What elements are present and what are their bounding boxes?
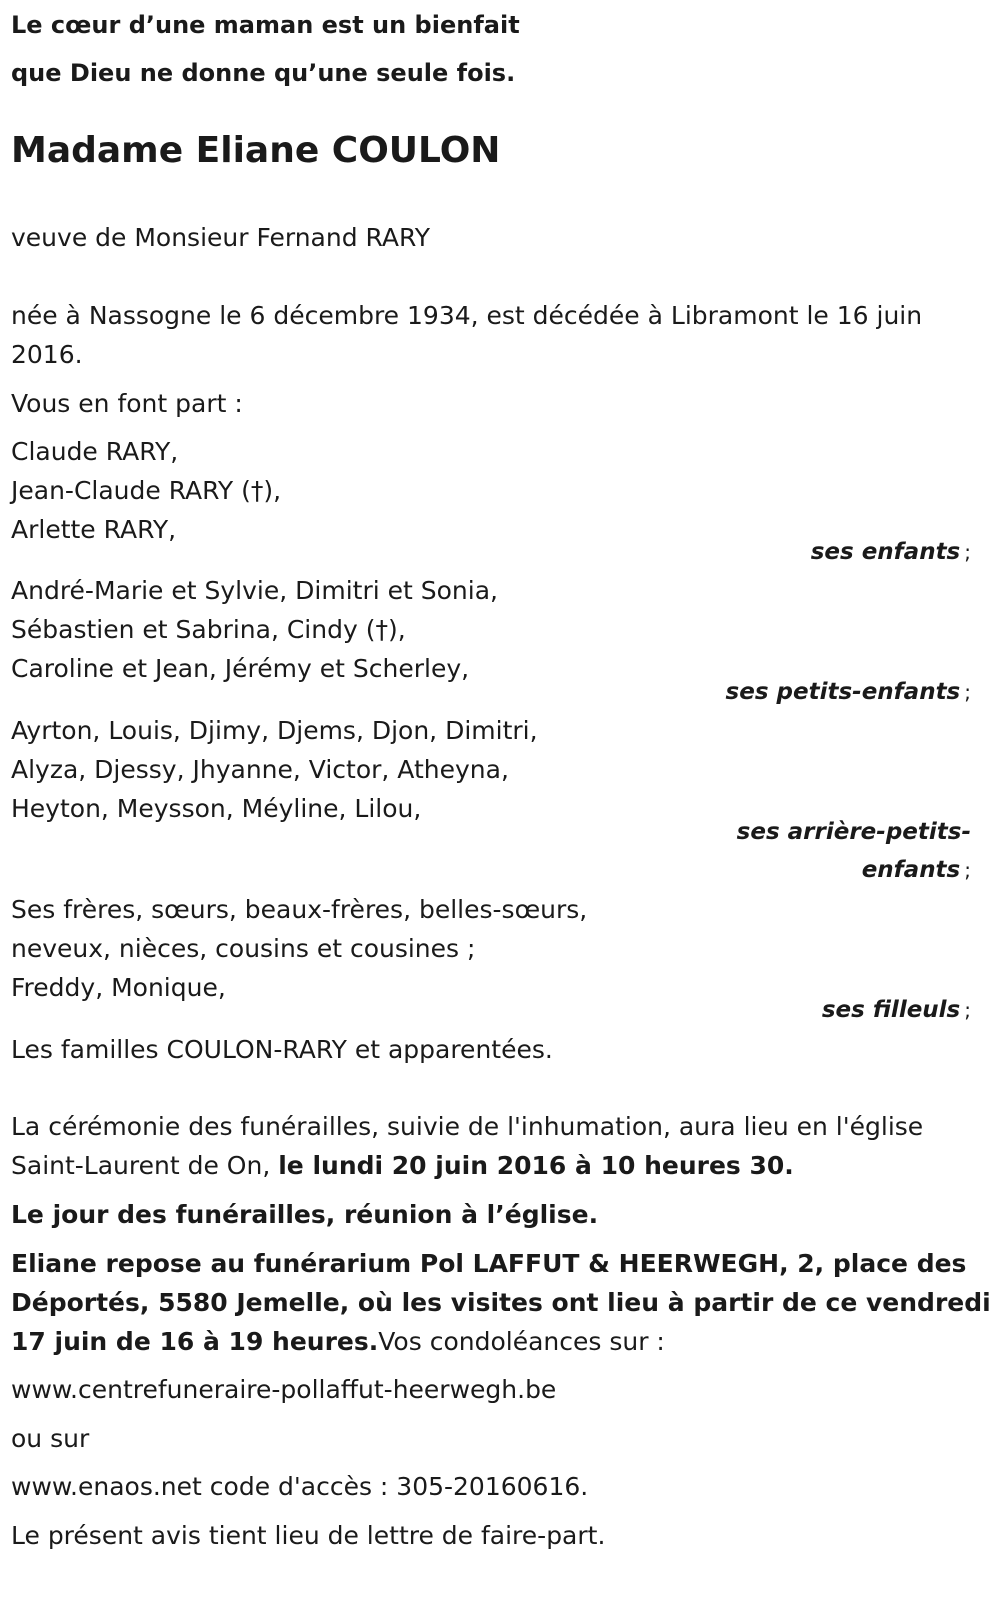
- ceremony-date: le lundi 20 juin 2016 à 10 heures 30.: [278, 1151, 794, 1180]
- ceremony-place: Saint-Laurent de On,: [11, 1151, 279, 1180]
- role-separator: ;: [964, 540, 971, 564]
- role-separator: ;: [964, 858, 971, 882]
- families-line: Les familles COULON-RARY et apparentées.: [11, 1035, 553, 1064]
- widow-line: veuve de Monsieur Fernand RARY: [11, 223, 431, 252]
- funerarium-line-3: [11, 1322, 665, 1361]
- ceremony-line-2: [11, 1146, 794, 1185]
- ceremony-line-1: La cérémonie des funérailles, suivie de l'inhumation, aura lieu en l'église: [11, 1112, 924, 1141]
- role-godchildren: [822, 991, 971, 1030]
- announce-line: Vous en font part :: [11, 389, 243, 418]
- role-children: [811, 533, 971, 572]
- closing-line: Le présent avis tient lieu de lettre de faire-part.: [11, 1521, 606, 1550]
- grandchild-name: Caroline et Jean, Jérémy et Scherley,: [11, 654, 470, 683]
- role-label: ses enfants: [810, 539, 961, 565]
- role-label: ses filleuls: [821, 997, 961, 1023]
- great-grandchild-name: Heyton, Meysson, Méyline, Lilou,: [11, 794, 422, 823]
- grandchild-name: André-Marie et Sylvie, Dimitri et Sonia,: [11, 576, 498, 605]
- child-name: Claude RARY,: [11, 437, 179, 466]
- siblings-line-2: neveux, nièces, cousins et cousines ;: [11, 934, 476, 963]
- role-great-grandchildren-line-2: [862, 851, 971, 890]
- visit-hours: 17 juin de 16 à 19 heures.: [11, 1327, 379, 1356]
- birth-death-line-1: née à Nassogne le 6 décembre 1934, est décédée à Libramont le 16 juin: [11, 301, 923, 330]
- role-label: enfants: [861, 857, 961, 883]
- condolence-link-1[interactable]: www.centrefuneraire-pollaffut-heerwegh.be: [11, 1375, 557, 1404]
- verse-line-2: que Dieu ne donne qu’une seule fois.: [11, 59, 516, 87]
- role-label: ses petits-enfants: [725, 679, 961, 705]
- condolences-label: Vos condoléances sur :: [378, 1327, 665, 1356]
- role-great-grandchildren-line-1: [737, 813, 971, 852]
- deceased-name: Madame Eliane COULON: [11, 130, 501, 171]
- role-separator: ;: [964, 998, 971, 1022]
- role-label: ses arrière-petits-: [736, 819, 971, 845]
- child-name: Arlette RARY,: [11, 515, 177, 544]
- verse-line-1: Le cœur d’une maman est un bienfait: [11, 11, 520, 39]
- funerarium-line-2: Déportés, 5580 Jemelle, où les visites ont lieu à partir de ce vendredi: [11, 1288, 991, 1317]
- meeting-line: Le jour des funérailles, réunion à l’église.: [11, 1200, 599, 1229]
- great-grandchild-name: Ayrton, Louis, Djimy, Djems, Djon, Dimitri,: [11, 716, 538, 745]
- siblings-line-1: Ses frères, sœurs, beaux-frères, belles-sœurs,: [11, 895, 588, 924]
- role-separator: ;: [964, 680, 971, 704]
- funerarium-line-1: Eliane repose au funérarium Pol LAFFUT & HEERWEGH, 2, place des: [11, 1249, 967, 1278]
- condolence-link-2[interactable]: www.enaos.net code d'accès : 305-20160616.: [11, 1472, 589, 1501]
- role-grandchildren: [726, 673, 971, 712]
- or-line: ou sur: [11, 1424, 90, 1453]
- grandchild-name: Sébastien et Sabrina, Cindy (†),: [11, 615, 406, 644]
- godchildren-names: Freddy, Monique,: [11, 973, 226, 1002]
- great-grandchild-name: Alyza, Djessy, Jhyanne, Victor, Atheyna,: [11, 755, 509, 784]
- birth-death-line-2: 2016.: [11, 340, 83, 369]
- child-name: Jean-Claude RARY (†),: [11, 476, 282, 505]
